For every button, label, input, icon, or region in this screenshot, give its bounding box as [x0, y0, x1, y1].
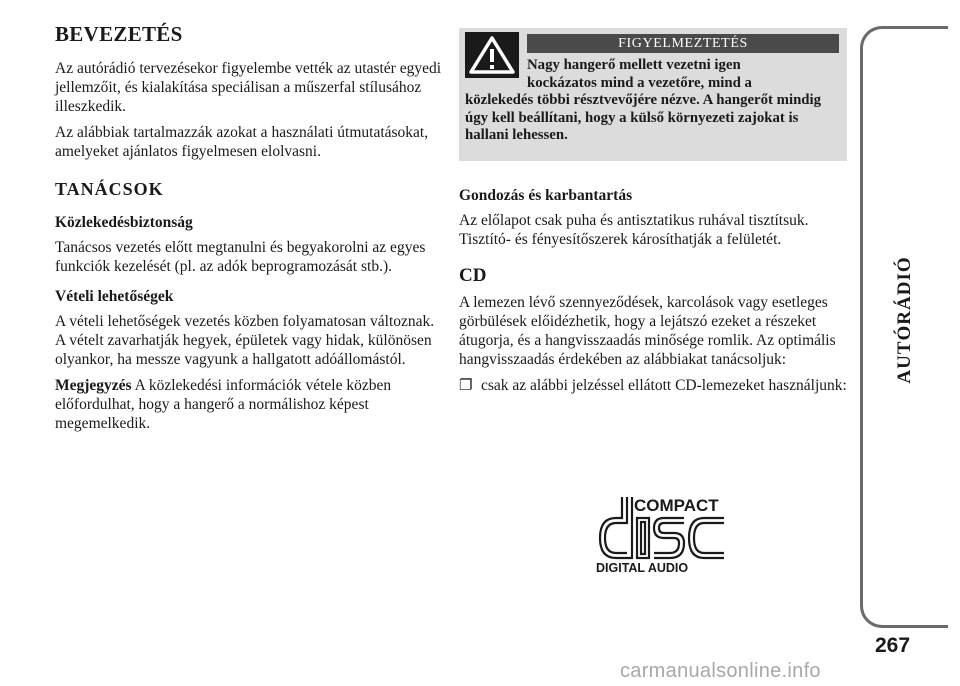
care-paragraph: Az előlapot csak puha és antisztatikus ruhával tisztítsuk. Tisztító- és fényesítőszerek károsíthatják a felületét. [459, 212, 809, 248]
subheading-reception: Vételi lehetőségek [55, 288, 174, 305]
bullet-text: csak az alábbi jelzéssel ellátott CD-lemezeket használjunk: [481, 377, 847, 394]
intro-paragraph-2: Az alábbiak tartalmazzák azokat a használati útmutatásokat, amelyeket ajánlatos figyelmesen elolvasni. [55, 124, 429, 160]
reception-paragraph: A vételi lehetőségek vezetés közben folyamatosan változnak. A vételt zavarhatják hegyek, épületek vagy hidak, különösen olyankor, ha messze vagyunk a hallgatott adóállomástól. [55, 313, 435, 368]
road-safety-paragraph: Tanácsos vezetés előtt megtanulni és begyakorolni az egyes funkciók kezelését (pl. az adók beprogramozását stb.). [55, 239, 426, 275]
compact-disc-logo [596, 494, 728, 574]
warning-box [459, 28, 847, 161]
note-paragraph [55, 376, 443, 433]
note-text: A közlekedési információk vétele közben előfordulhat, hogy a hangerő a normálishoz képest megemelkedik. [55, 377, 392, 432]
right-column [459, 28, 847, 395]
checkbox-bullet-icon: ❐ [459, 376, 473, 394]
list-item [459, 376, 847, 395]
page-number: 267 [875, 634, 911, 657]
warning-line-2: kockázatos mind a vezetőre, mind a [527, 74, 752, 91]
subheading-road-safety: Közlekedésbiztonság [55, 214, 193, 231]
warning-line-1: Nagy hangerő mellett vezetni igen [527, 57, 741, 73]
section-heading-cd: CD [459, 265, 487, 286]
warning-triangle-icon [465, 32, 519, 78]
cd-logo-top-text: COMPACT [634, 496, 719, 515]
side-tab-label: AUTÓRÁDIÓ [894, 256, 915, 384]
warning-title: FIGYELMEZTETÉS [527, 34, 839, 53]
cd-paragraph: A lemezen lévő szennyeződések, karcolások vagy esetleges görbülések előidézhetik, hogy a lejátszó ezeket a részeket átugorja, és a hangvisszaadás minősége romlik. Az optimális hangvisszaadás érdekében az alábbiakat tanácsoljuk: [459, 294, 836, 368]
warning-line-rest: közlekedés többi résztvevőjére nézve. A hangerőt mindig úgy kell beállítani, hogy a külső környezeti zajokat is hallani lehessen. [465, 92, 822, 143]
note-label: Megjegyzés [55, 377, 132, 394]
watermark: carmanualsonline.info [620, 660, 821, 682]
section-heading-tips: TANÁCSOK [55, 179, 164, 199]
cd-logo-bottom-text: DIGITAL AUDIO [596, 561, 689, 574]
subheading-care: Gondozás és karbantartás [459, 187, 633, 204]
intro-paragraph-1: Az autórádió tervezésekor figyelembe vették az utastér egyedi jellemzőit, és kialakítása speciálisan a műszerfal stílusához illeszkedik. [55, 60, 442, 115]
left-column [55, 22, 443, 440]
warning-text [465, 57, 839, 145]
section-heading-introduction: BEVEZETÉS [55, 22, 183, 46]
